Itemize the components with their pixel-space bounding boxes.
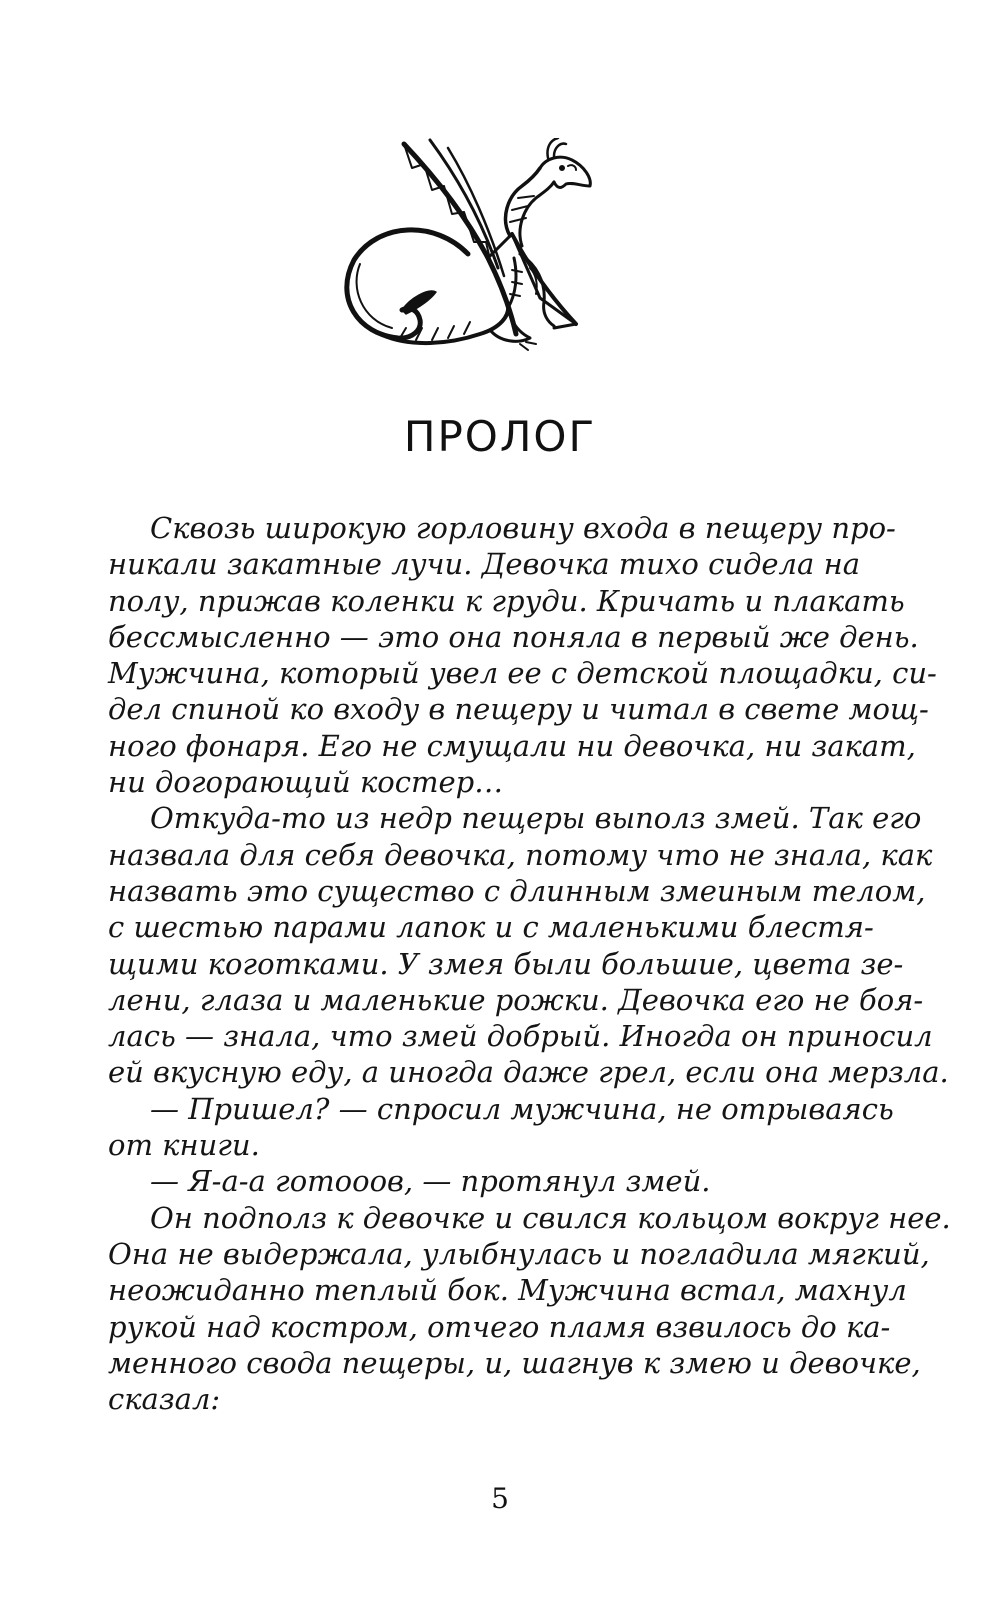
text-line: щими коготками. У змея были большие, цвета зе- [108, 946, 904, 981]
text-line: лась — знала, что змей добрый. Иногда он приносил [108, 1019, 933, 1054]
page-number: 5 [491, 1482, 509, 1515]
text-line: Он подполз к девочке и свился кольцом вокруг нее. [150, 1200, 951, 1235]
text-line: менного свода пещеры, и, шагнув к змею и девочке, [108, 1345, 921, 1380]
text-line: Сквозь широкую горловину входа в пещеру про- [150, 511, 896, 545]
text-line: от книги. [108, 1128, 260, 1163]
text-line: никали закатные лучи. Девочка тихо сидела на [108, 547, 860, 582]
text-line: назвала для себя девочка, потому что не знала, как [108, 837, 933, 872]
text-line: рукой над костром, отчего пламя взвилось до ка- [108, 1309, 891, 1344]
chapter-title: ПРОЛОГ [403, 412, 597, 461]
dragon-illustration-icon [340, 138, 610, 368]
text-line: ного фонаря. Его не смущали ни девочка, ни закат, [108, 728, 916, 763]
text-line: дел спиной ко входу в пещеру и читал в свете мощ- [108, 692, 929, 727]
text-line: ни догорающий костер… [108, 765, 504, 800]
text-line: — Пришел? — спросил мужчина, не отрываясь [150, 1091, 894, 1126]
text-line: бессмысленно — это она поняла в первый же день. [108, 619, 919, 654]
prologue-text [108, 510, 951, 1417]
text-line: неожиданно теплый бок. Мужчина встал, махнул [108, 1273, 907, 1308]
text-line: с шестью парами лапок и с маленькими блестя- [108, 910, 874, 945]
text-line: Она не выдержала, улыбнулась и погладила мягкий, [108, 1236, 930, 1271]
text-line: — Я-а-а готооов, — протянул змей. [150, 1164, 711, 1199]
text-line: ей вкусную еду, а иногда даже грел, если она мерзла. [108, 1055, 949, 1090]
text-line: назвать это существо с длинным змеиным телом, [108, 873, 926, 908]
text-line: Мужчина, который увел ее с детской площадки, си- [108, 656, 937, 691]
text-line: сказал: [108, 1382, 221, 1417]
text-line: лени, глаза и маленькие рожки. Девочка его не боя- [108, 982, 924, 1017]
text-line: полу, прижав коленки к груди. Кричать и плакать [108, 583, 905, 618]
text-line: Откуда-то из недр пещеры выполз змей. Так его [150, 801, 922, 836]
